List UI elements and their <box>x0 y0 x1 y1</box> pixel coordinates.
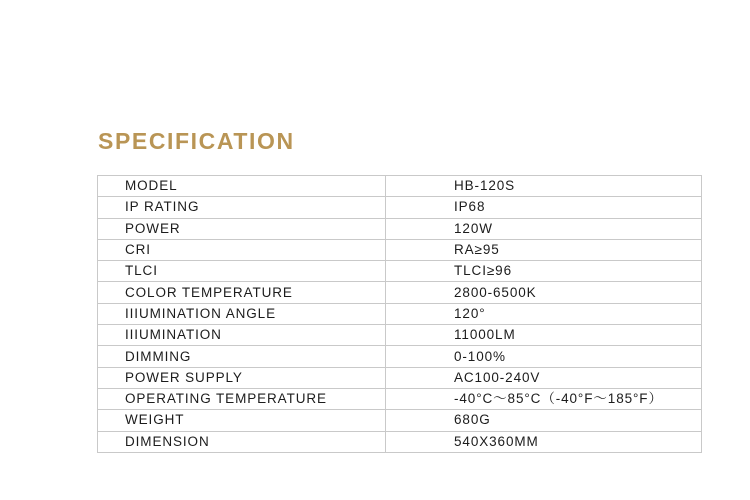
spec-value: RA≥95 <box>386 239 702 260</box>
spec-value: 2800-6500K <box>386 282 702 303</box>
spec-value: 540X360MM <box>386 431 702 452</box>
page-title: SPECIFICATION <box>98 128 295 154</box>
table-row <box>98 197 702 218</box>
table-row <box>98 325 702 346</box>
spec-label: IIIUMINATION <box>98 325 386 346</box>
table-row <box>98 303 702 324</box>
spec-label: DIMMING <box>98 346 386 367</box>
spec-value: -40°C～85°C（-40°F～185°F） <box>386 388 702 409</box>
table-row <box>98 176 702 197</box>
table-row <box>98 431 702 452</box>
spec-value: 11000LM <box>386 325 702 346</box>
spec-value: IP68 <box>386 197 702 218</box>
table-row <box>98 261 702 282</box>
spec-value: 120° <box>386 303 702 324</box>
specification-table <box>97 175 702 453</box>
spec-value: 120W <box>386 218 702 239</box>
spec-label: IIIUMINATION ANGLE <box>98 303 386 324</box>
table-row <box>98 239 702 260</box>
spec-label: OPERATING TEMPERATURE <box>98 388 386 409</box>
spec-value: AC100-240V <box>386 367 702 388</box>
table-row <box>98 346 702 367</box>
spec-value: 0-100% <box>386 346 702 367</box>
spec-value: HB-120S <box>386 176 702 197</box>
spec-label: TLCI <box>98 261 386 282</box>
spec-label: POWER SUPPLY <box>98 367 386 388</box>
spec-label: IP RATING <box>98 197 386 218</box>
spec-value: 680G <box>386 410 702 431</box>
spec-label: CRI <box>98 239 386 260</box>
spec-label: COLOR TEMPERATURE <box>98 282 386 303</box>
table-row <box>98 282 702 303</box>
table-row <box>98 367 702 388</box>
spec-label: MODEL <box>98 176 386 197</box>
spec-label: POWER <box>98 218 386 239</box>
spec-label: WEIGHT <box>98 410 386 431</box>
table-row <box>98 410 702 431</box>
table-row <box>98 218 702 239</box>
table-row <box>98 388 702 409</box>
spec-label: DIMENSION <box>98 431 386 452</box>
spec-value: TLCI≥96 <box>386 261 702 282</box>
